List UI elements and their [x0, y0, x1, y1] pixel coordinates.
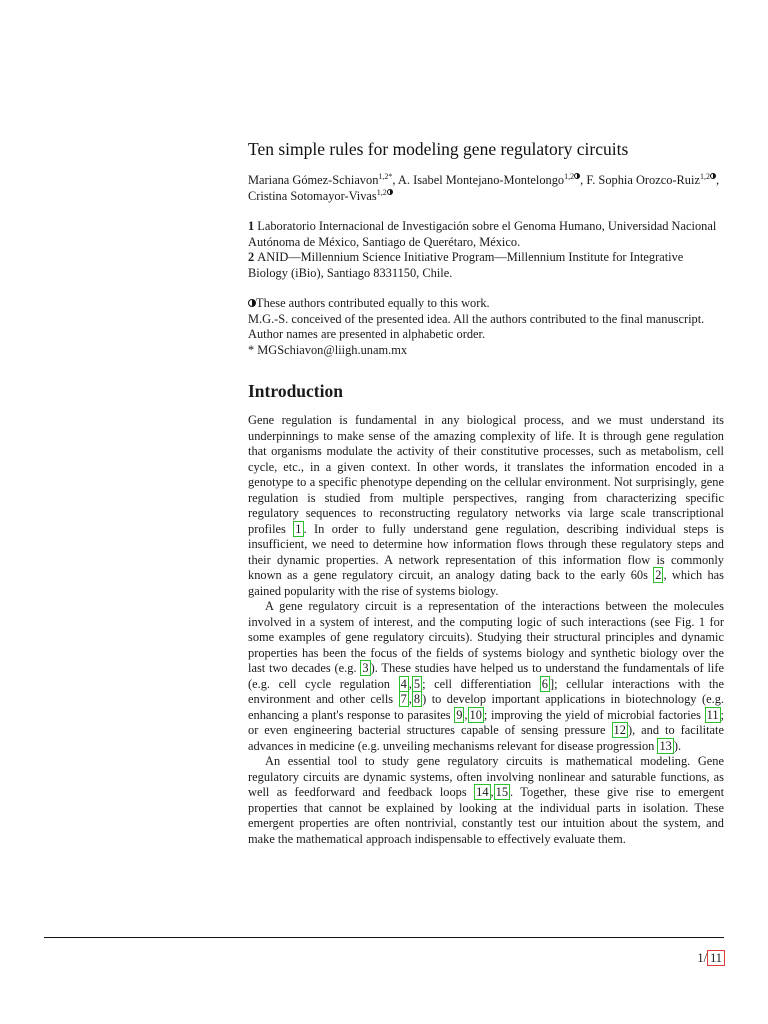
citation-link[interactable]: 8 — [413, 692, 421, 706]
body-paragraph: An essential tool to study gene regulatory circuits is mathematical modeling. Gene regulatory circuits are dynamic systems, often involving nonlinear and saturable functions, as well as feedforward and feedback loops 14 , 15 . Together, these give rise to emergent properties that cannot be explained by looking at the individual parts in isolation. These emergent properties are often nontrivial, constantly test our intuition about the system, and make the mathematical approach indispensable to effectively evaluate them. — [248, 754, 725, 846]
citation-link[interactable]: 2 — [655, 568, 662, 582]
affiliations — [248, 219, 724, 281]
footer-rule — [44, 937, 724, 938]
citation-link[interactable]: 9 — [456, 707, 463, 722]
author-list: Mariana Gómez-Schiavon$^{1,2*}$, A. Isabel Montejano-Montelongo$^{1,2}$ , F. Sophia Orozco-Ruiz$^{1,2}$ , Cristina Sotomayor-Vivas$^{1,2}$ — [248, 172, 720, 203]
equal-contribution-icon — [387, 189, 393, 195]
citation-link[interactable]: 13 — [659, 738, 672, 753]
citation-link[interactable]: 4 — [400, 676, 407, 691]
citation-link[interactable]: 5 — [413, 676, 421, 691]
author-name: Mariana Gómez-Schiavon — [248, 173, 379, 187]
page-number: 1/ 11 — [697, 951, 725, 966]
affiliation-number: 1 — [248, 219, 258, 233]
body-text — [248, 413, 724, 847]
citation-link[interactable]: 6 — [541, 676, 548, 691]
citation-link[interactable]: 1 — [295, 521, 302, 536]
citation-link[interactable]: 12 — [613, 723, 626, 737]
equal-contribution-icon — [248, 299, 256, 307]
affiliation-item — [248, 250, 724, 281]
author-affiliation-marker: 1,2* — [378, 172, 393, 181]
equal-contribution-note: These authors contributed equally to this work. — [248, 296, 724, 312]
citation-link[interactable]: 15 — [495, 785, 509, 799]
paper-title: Ten simple rules for modeling gene regulatory circuits — [248, 139, 629, 159]
body-paragraph: Gene regulation is fundamental in any biological process, and we must understand its underpinnings to make sense of the amazing complexity of life. It is through gene regulation that organisms modulate the activity of their constitutive processes, such as metabolism, cell cycle, etc., in a given context. In other words, it translates the information encoded in a genotype to a specific phenotype depending on the cellular environment. Not surprisingly, gene regulation is studied from multiple perspectives, ranging from characterizing specific regulatory sequences to reconstructing regulatory networks via large scale transcriptional profiles 1 . In order to fully understand gene regulation, describing individual steps is insufficient, we need to determine how information flows through these regulatory steps and their dynamic properties. A network representation of this information flow is commonly known as a gene regulatory circuit, an analogy dating back to the early 60s 2 , which has gained popularity with the rise of systems biology. — [248, 413, 725, 598]
equal-contribution-icon — [710, 173, 716, 179]
affiliation-text: Laboratorio Internacional de Investigación sobre el Genoma Humano, Universidad Nacional Autónoma de México, Santiago de Querétaro, México. — [248, 219, 717, 249]
author-name: Cristina Sotomayor-Vivas — [248, 189, 377, 203]
affiliation-text: ANID—Millennium Science Initiative Program—Millennium Institute for Integrative Biology (iBio), Santiago 8331150, Chile. — [248, 250, 684, 280]
affiliation-item — [248, 219, 724, 250]
equal-contribution-icon — [574, 173, 580, 179]
author-name: F. Sophia Orozco-Ruiz — [586, 173, 700, 187]
author-affiliation-marker: 1,2 — [564, 172, 580, 181]
affiliation-number: 2 — [248, 250, 258, 264]
page-total-link[interactable]: 11 — [707, 950, 725, 966]
citation-link[interactable]: 7 — [400, 692, 407, 706]
author-affiliation-marker: 1,2 — [377, 188, 393, 197]
corresponding-email[interactable]: * MGSchiavon@liigh.unam.mx — [248, 342, 408, 357]
contribution-statement: M.G.-S. conceived of the presented idea. All the authors contributed to the final manuscript. Author names are presented in alphabetic order. — [248, 311, 705, 341]
author-notes — [248, 296, 724, 358]
citation-link[interactable]: 3 — [362, 661, 369, 675]
citation-link[interactable]: 14 — [476, 785, 489, 799]
citation-link[interactable]: 11 — [706, 707, 719, 722]
section-heading: Introduction — [248, 381, 343, 401]
citation-link[interactable]: 10 — [469, 707, 482, 722]
body-paragraph: A gene regulatory circuit is a representation of the interactions between the molecules involved in a system of interest, and the computing logic of such interactions (see Fig. 1 for some examples of gene regulatory circuits). Studying their structural principles and dynamic properties has been the focus of the fields of systems biology and synthetic biology over the last two decades (e.g. 3 ). These studies have helped us to understand the fundamentals of life (e.g. cell cycle regulation 4 , 5 ; cell differentiation 6 ]; cellular interactions with the environment and other cells 7 , 8 ) to develop important applications in biotechnology (e.g. enhancing a plant's response to parasites 9 , 10 ; improving the yield of microbial factories 11 ; or even engineering bacterial structures capable of sensing pressure 12 ), and to facilitate advances in medicine (e.g. unveiling mechanisms relevant for disease progression 13 ). — [248, 599, 724, 753]
author-name: A. Isabel Montejano-Montelongo — [397, 173, 565, 187]
author-affiliation-marker: 1,2 — [700, 172, 716, 181]
